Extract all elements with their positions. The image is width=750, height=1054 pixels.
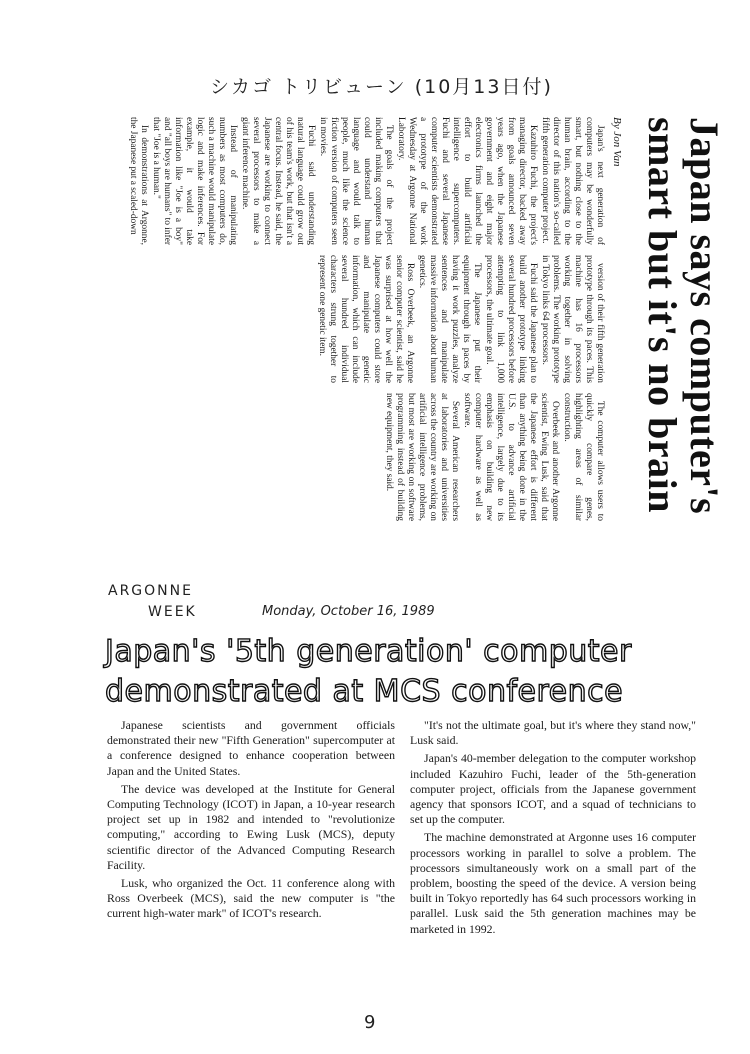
paragraph: The machine demonstrated at Argonne uses 16 computer processors working in parallel to solve a problem. The processors simultaneously work on a small part of the problem, boosting the speed of the device. A version being built in Tokyo reportedly has 64 such processors working in parallel. Lusk said the 5th generation machines may be marketed in 1992. [410,830,696,936]
paragraph: The Japanese put their equipment through its paces by having it work puzzles, analyze sentences and manipulate massive information about human genetics. [417,255,482,383]
argonne-left-column [107,718,395,925]
paragraph: Overbeek and another Argonne scientist, Ewing Lusk, said that the Japanese effort is different than anything being done in the U.S. to advance artificial intelligence, largely due to its emphasis on building new computer hardware as well as software. [462,393,560,521]
tribune-column-2 [315,255,605,383]
paragraph: version of their fifth generation prototype through its paces. This machine has 16 processors working together in solving problems. The working prototype in Tokyo links 64 processors. [540,255,605,383]
paragraph: Fuchi said understanding natural language could grow out of his team's work, but that isn't a central focus. Instead, he said, the Japanese are working to connect several processors to make a giant inference machine. [240,117,316,245]
page-number: 9 [364,1012,376,1033]
tribune-headline [641,117,725,537]
byline: By Jon Van [611,117,623,167]
argonne-headline-line1: Japan's '5th generation' computer [105,634,632,669]
tribune-headline-line1: Japan says computer's [682,117,727,515]
source-line-2: WEEK [148,604,197,620]
paragraph: Japan's 40-member delegation to the computer workshop included Kazuhiro Fuchi, leader of the 5th-generation computer project, officials from the Japanese government agency that sponsors ICOT, and a squad of technicians to set up the computer. [410,751,696,827]
paragraph: In demonstrations at Argonne, the Japanese put a scaled-down [128,117,149,245]
paragraph: Lusk, who organized the Oct. 11 conference along with Ross Overbeek (MCS), said the new computer is "the current high-water mark" of ICOT's research. [107,876,395,921]
handwritten-date: Monday, October 16, 1989 [262,604,435,619]
source-line-1: ARGONNE [108,583,193,599]
tribune-column-3 [382,393,605,521]
argonne-headline-line2: demonstrated at MCS conference [105,674,624,709]
paragraph: Japan's next generation of computers may be wonderfully smart, but nothing close to the human brain, according to the director of this nation's so-called fifth generation computer project. [540,117,605,245]
paragraph: Kazuhiro Fuchi, the project's managing director, backed away from goals announced seven years ago, when the Japanese government and eight major electronics firms launched the effort to build artificial intelligence supercomputers. Fuchi and several Japanese computer scientists demonstrated a prototype of the work Wednesday at Argonne National Laboratory. [396,117,538,245]
argonne-right-column [410,718,696,940]
paragraph: The goals of the project included making computers that could understand human language and would talk to people, much like the science fiction version of computers seen in movies. [318,117,394,245]
paragraph: Japanese scientists and government officials demonstrated their new "Fifth Generation" supercomputer at a conference designed to enhance cooperation between Japan and the United States. [107,718,395,778]
paragraph: Several American researchers at laboratories and universities across the country are working on artificial intelligence problems, but most are working on software programming instead of building new equipment, they said. [384,393,460,521]
paragraph: Instead of manipulating numbers as most computers do, such a machine would manipulate logic and make inferences. For example, it would take information like "Joe is a boy" and "all boys are humans" to infer that "Joe is a human." [151,117,238,245]
paragraph: Ross Overbeek, an Argonne senior computer scientist, said he was surprised at how well the Japanese computers could store and manipulate genetic information, which can include several hundred individual characters strung together to represent one genetic item. [317,255,415,383]
paragraph: "It's not the ultimate goal, but it's where they stand now," Lusk said. [410,718,696,748]
paragraph: The device was developed at the Institute for General Computing Technology (ICOT) in Japan, a 10-year research project set up in 1982 and intended to "revolutionize computing," according to Ewing Lusk (MCS), deputy scientific director of the Advanced Computing Research Facility. [107,781,395,872]
japanese-source-note: シカゴ トリビューン (10月13日付) [210,76,553,98]
tribune-headline-line2: smart but it's no brain [640,117,685,513]
paragraph: Fuchi said the Japanese plan to build another prototype linking several hundred processors before attempting to link 1,000 processors, the ultimate goal. [484,255,538,383]
argonne-headline [105,632,705,712]
tribune-clipping [105,105,735,545]
rotated-article [105,105,735,545]
paragraph: The computer allows users to quickly compare genes, highlighting areas of similar construction. [562,393,605,521]
tribune-column-1 [126,117,605,245]
